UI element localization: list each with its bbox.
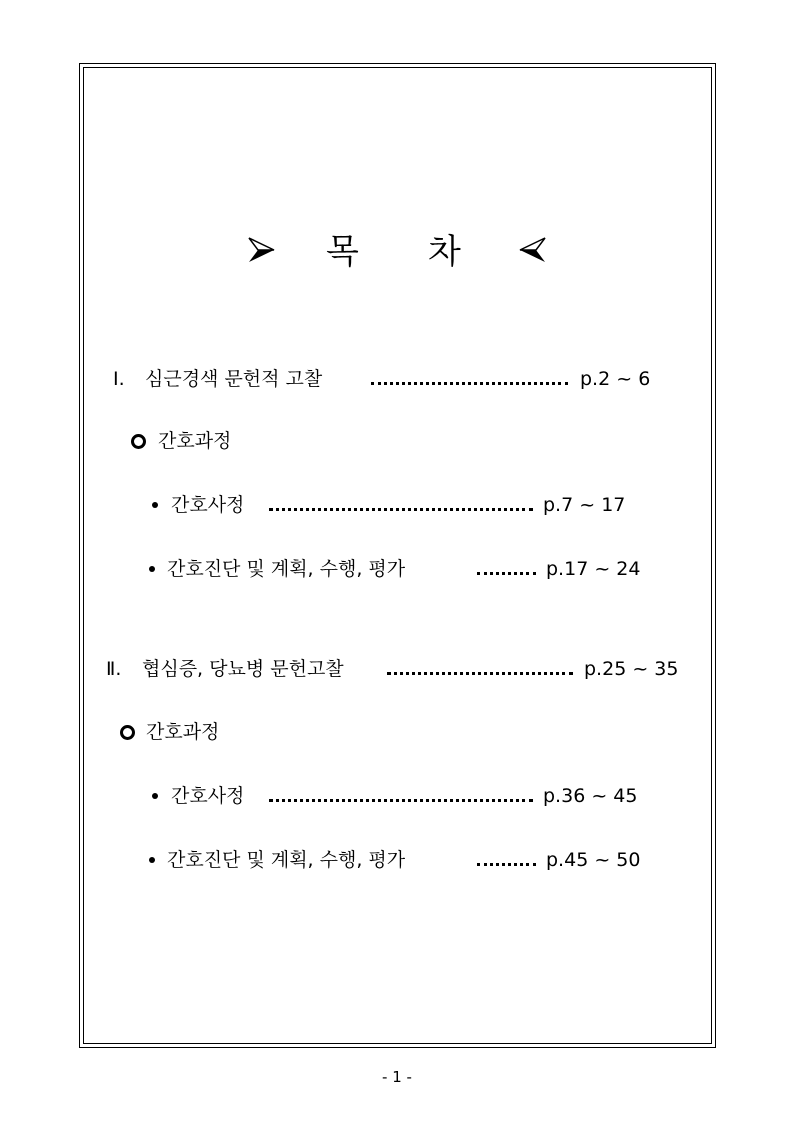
circle-bullet-icon <box>131 434 146 449</box>
arrowhead-left-icon <box>519 236 547 264</box>
toc-part1-row <box>0 365 794 393</box>
item-label: 간호사정 <box>171 785 245 807</box>
item-page-range: p.7 ~ 17 <box>543 494 626 516</box>
arrowhead-right-icon <box>247 236 275 264</box>
part1-numeral: Ⅰ. <box>113 368 125 390</box>
part2-subheading-label: 간호과정 <box>146 721 220 743</box>
toc-part2-subheading <box>0 718 794 746</box>
bullet-dot-icon <box>149 857 155 863</box>
dot-leader <box>387 672 573 675</box>
item-page-range: p.45 ~ 50 <box>546 849 641 871</box>
bullet-dot-icon <box>152 502 158 508</box>
part2-page-range: p.25 ~ 35 <box>584 658 679 680</box>
dot-leader <box>269 799 533 802</box>
dot-leader <box>269 508 533 511</box>
part2-numeral: Ⅱ. <box>106 658 122 680</box>
toc-part2-row <box>0 655 794 683</box>
toc-title <box>0 232 794 272</box>
dot-leader <box>477 572 536 575</box>
title-char-1: 목 <box>326 232 359 272</box>
page-number: - 1 - <box>382 1068 412 1086</box>
bullet-dot-icon <box>149 566 155 572</box>
part1-page-range: p.2 ~ 6 <box>580 368 651 390</box>
item-page-range: p.17 ~ 24 <box>546 558 641 580</box>
part1-title: 심근경색 문헌적 고찰 <box>145 368 323 390</box>
part1-subheading-label: 간호과정 <box>158 430 232 452</box>
item-label: 간호진단 및 계획, 수행, 평가 <box>167 558 406 580</box>
toc-part1-item-1 <box>0 491 794 519</box>
toc-part1-item-2 <box>0 555 794 583</box>
circle-bullet-icon <box>120 725 135 740</box>
dot-leader <box>371 382 568 385</box>
title-char-2: 차 <box>428 232 461 272</box>
dot-leader <box>477 863 536 866</box>
item-label: 간호진단 및 계획, 수행, 평가 <box>167 849 406 871</box>
part2-title: 협심증, 당뇨병 문헌고찰 <box>142 658 344 680</box>
toc-part2-item-2 <box>0 846 794 874</box>
bullet-dot-icon <box>152 793 158 799</box>
toc-part2-item-1 <box>0 782 794 810</box>
item-label: 간호사정 <box>171 494 245 516</box>
toc-part1-subheading <box>0 427 794 455</box>
item-page-range: p.36 ~ 45 <box>543 785 638 807</box>
